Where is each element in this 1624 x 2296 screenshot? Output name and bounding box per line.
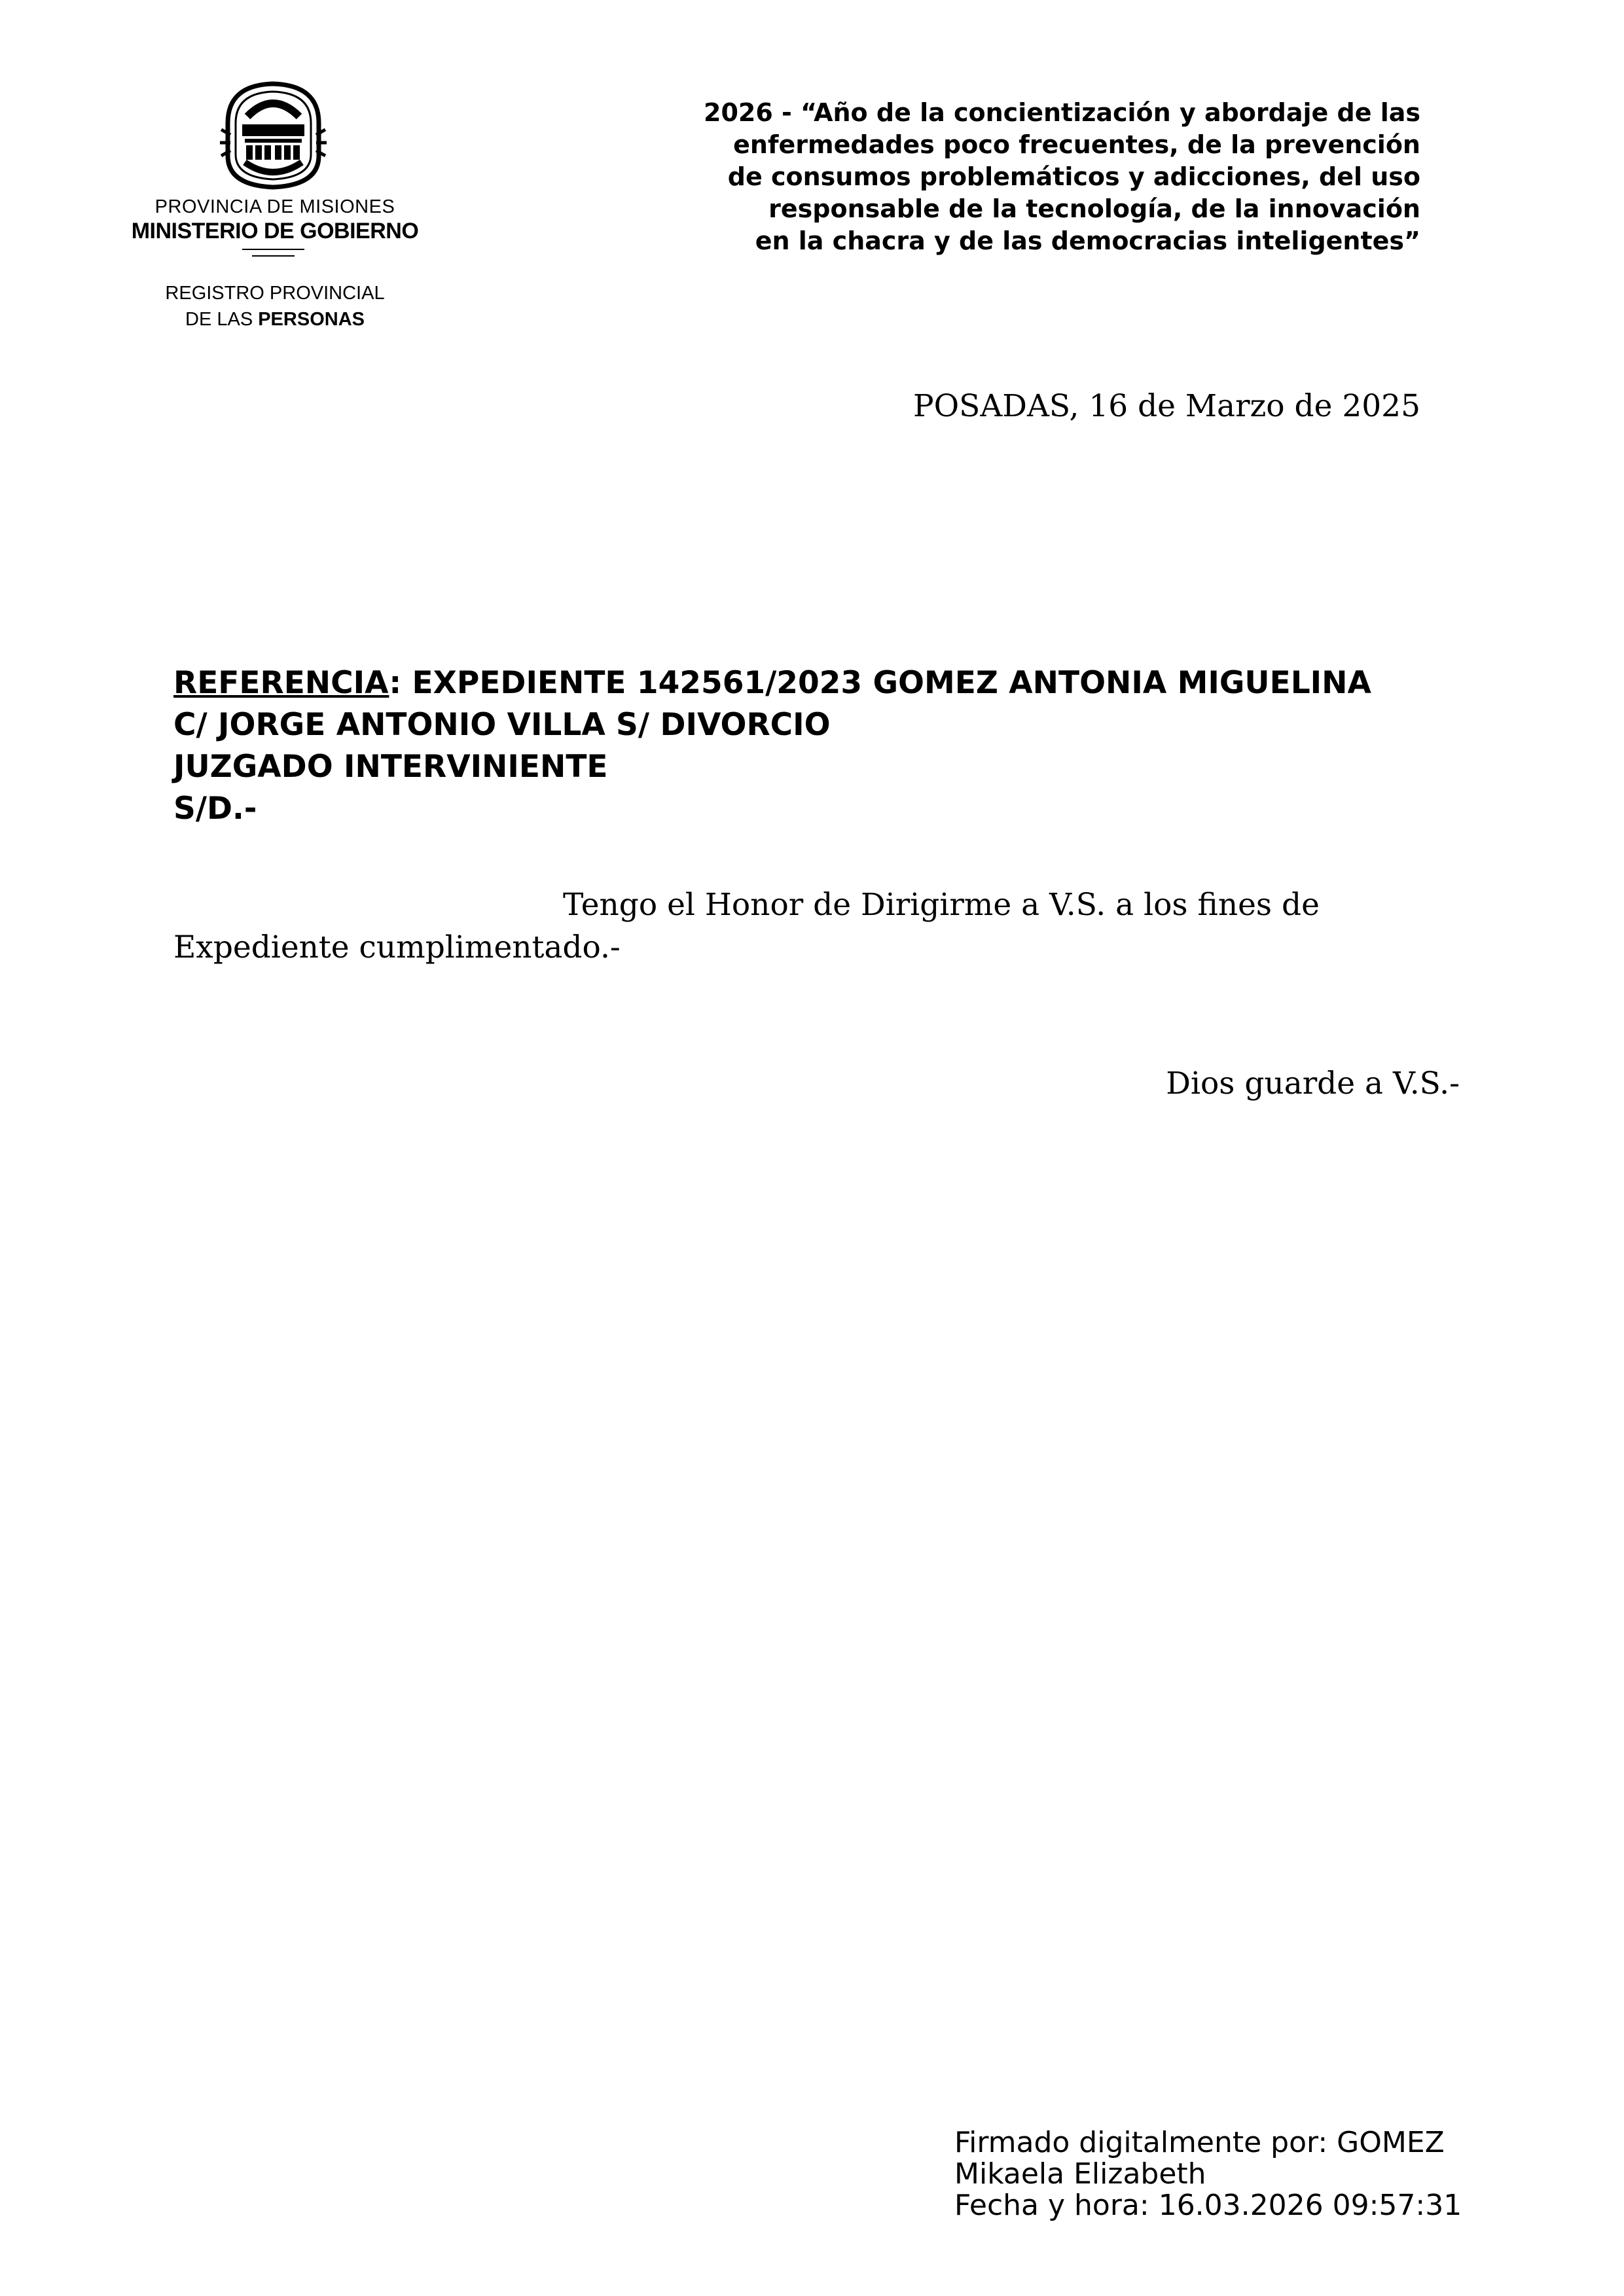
year-motto [628, 97, 1420, 257]
closing-phrase: Dios guarde a V.S.- [1166, 1066, 1460, 1102]
registry-name-line2 [124, 309, 425, 331]
reference-case: : EXPEDIENTE 142561/2023 GOMEZ ANTONIA MIGUELINA [389, 665, 1371, 701]
motto-line: en la chacra y de las democracias inteligentes” [755, 226, 1420, 255]
ministry-underline-short [252, 255, 295, 257]
digital-signature-line3: Fecha y hora: 16.03.2026 09:57:31 [954, 2189, 1462, 2222]
ministry-underline [242, 249, 304, 250]
reference-line4: S/D.- [173, 791, 257, 827]
motto-line: enfermedades poco frecuentes, de la prevención [733, 130, 1420, 159]
digital-signature-line1: Firmado digitalmente por: GOMEZ [954, 2126, 1445, 2159]
registry-prefix: DE LAS [185, 309, 259, 330]
reference-line2: C/ JORGE ANTONIO VILLA S/ DIVORCIO [173, 707, 831, 743]
body-line2: Expediente cumplimentado.- [173, 929, 621, 965]
province-name: PROVINCIA DE MISIONES [154, 196, 395, 217]
registry-name-line1: REGISTRO PROVINCIAL [165, 283, 385, 304]
digital-signature-line2: Mikaela Elizabeth [954, 2157, 1206, 2191]
body-line1: Tengo el Honor de Dirigirme a V.S. a los fines de [563, 887, 1320, 923]
motto-line: 2026 - “Año de la concientización y abordaje de las [704, 98, 1420, 127]
reference-label: REFERENCIA [173, 665, 389, 701]
registry-bold-word: PERSONAS [258, 309, 365, 330]
place-and-date: POSADAS, 16 de Marzo de 2025 [913, 388, 1420, 424]
reference-line1 [173, 662, 1450, 704]
motto-line: de consumos problemáticos y adicciones, del uso [727, 162, 1420, 191]
reference-line3: JUZGADO INTERVINIENTE [173, 749, 608, 785]
provincial-seal-logo [216, 77, 331, 192]
motto-line: responsable de la tecnología, de la innovación [768, 194, 1420, 223]
ministry-name: MINISTERIO DE GOBIERNO [131, 219, 419, 243]
